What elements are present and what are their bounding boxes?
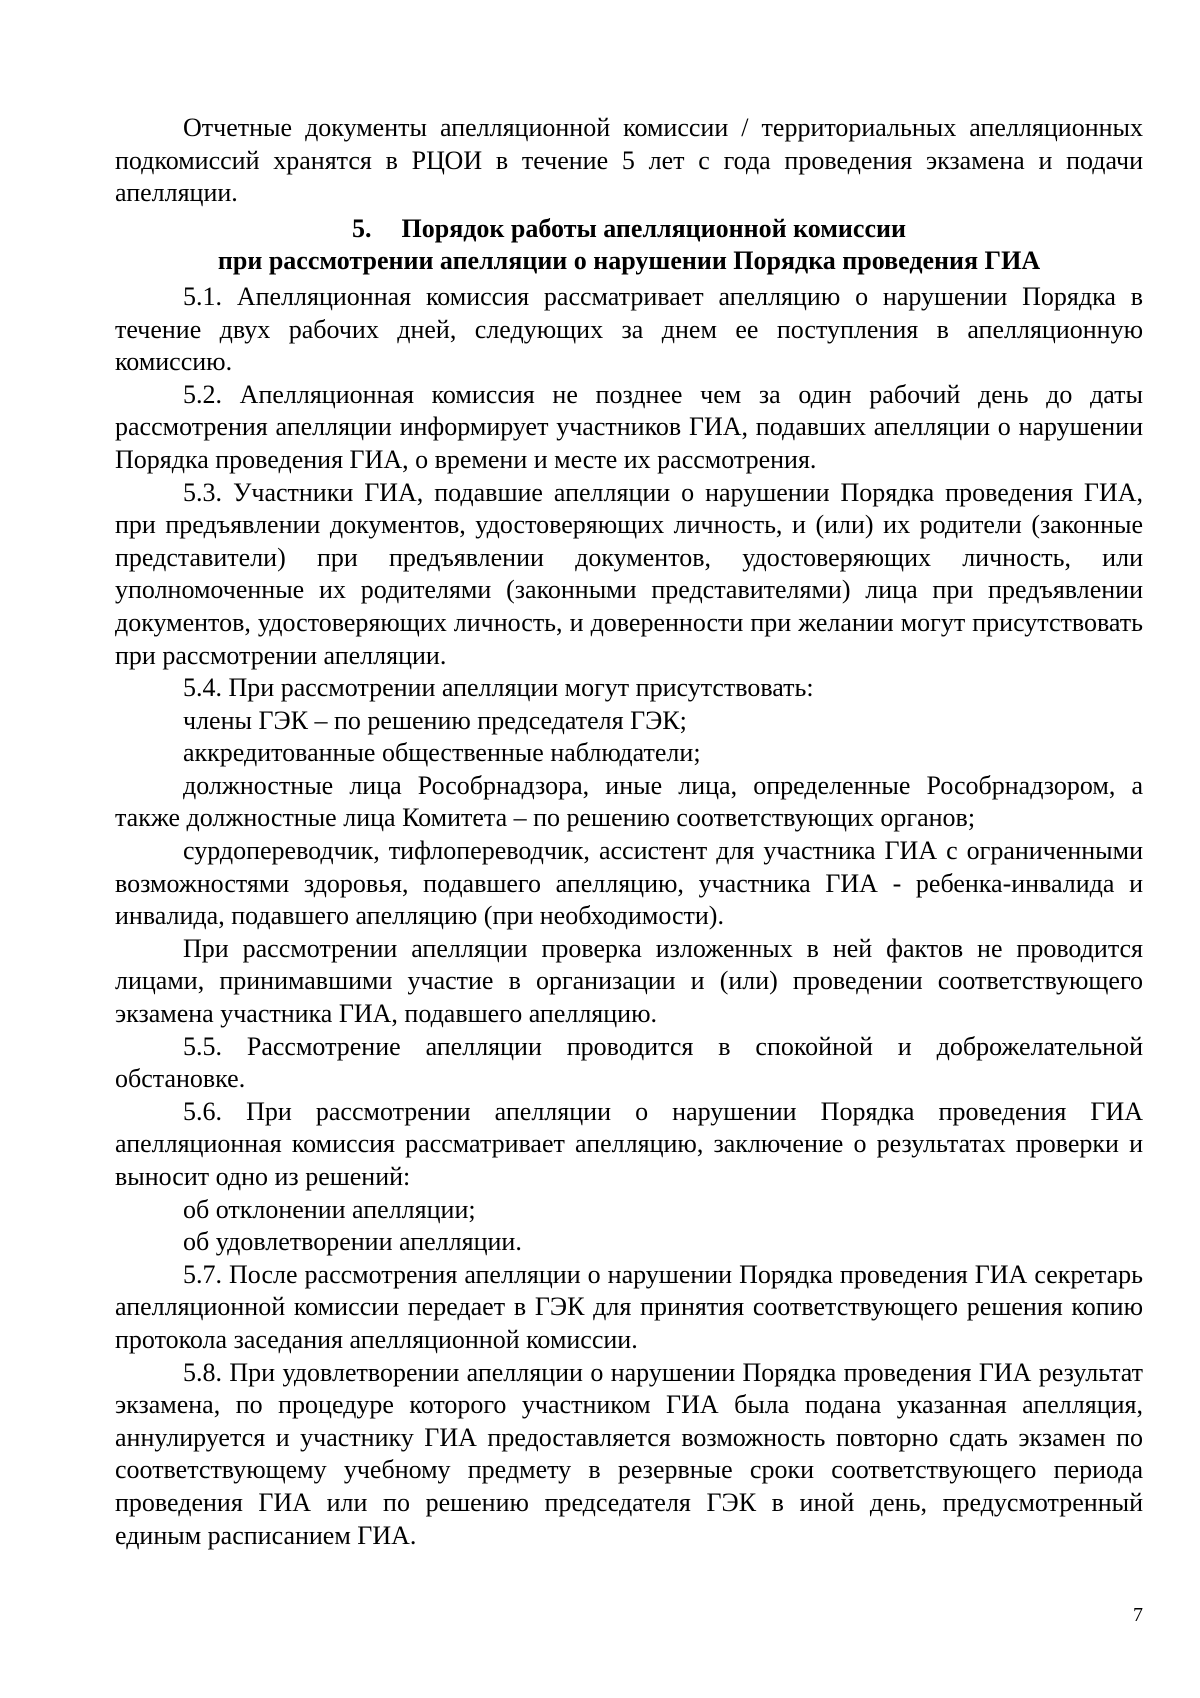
page-number: 7 [1133, 1604, 1143, 1626]
clause-5-4-item: члены ГЭК – по решению председателя ГЭК; [183, 705, 687, 735]
clause-5-7: 5.7. После рассмотрения апелляции о нарушении Порядка проведения ГИА секретарь апелляционной комиссии передает в ГЭК для принятия соответствующего решения копию протокола заседания апелляционной комиссии. [115, 1259, 1143, 1354]
clause-5-5: 5.5. Рассмотрение апелляции проводится в спокойной и доброжелательной обстановке. [115, 1031, 1143, 1094]
section-number: 5. [352, 213, 372, 243]
clause-5-6-item: об удовлетворении апелляции. [183, 1227, 522, 1257]
section-heading-line-1 [115, 213, 1143, 246]
intro-paragraph: Отчетные документы апелляционной комиссии / территориальных апелляционных подкомиссий хранятся в РЦОИ в течение 5 лет с года проведения экзамена и подачи апелляции. [115, 113, 1143, 208]
clause-5-1: 5.1. Апелляционная комиссия рассматривает апелляцию о нарушении Порядка в течение двух рабочих дней, следующих за днем ее поступления в апелляционную комиссию. [115, 281, 1143, 377]
clause-5-4-item: сурдопереводчик, тифлопереводчик, ассистент для участника ГИА с ограниченными возможностями здоровья, подавшего апелляцию, участника ГИА - ребенка-инвалида и инвалида, подавшего апелляцию (при необходимости). [115, 836, 1143, 931]
clause-5-4: 5.4. При рассмотрении апелляции могут присутствовать: [183, 673, 814, 703]
clause-5-4-item: должностные лица Рособрнадзора, иные лица, определенные Рособрнадзором, а также должностные лица Комитета – по решению соответствующих органов; [115, 770, 1143, 833]
clause-5-6: 5.6. При рассмотрении апелляции о нарушении Порядка проведения ГИА апелляционная комиссия рассматривает апелляцию, заключение о результатах проверки и выносит одно из решений: [115, 1096, 1143, 1191]
clause-5-6-item: об отклонении апелляции; [183, 1194, 476, 1224]
clause-5-4-note: При рассмотрении апелляции проверка изложенных в ней фактов не проводится лицами, принимавшими участие в организации и (или) проведении соответствующего экзамена участника ГИА, подавшего апелляцию. [115, 933, 1143, 1029]
clause-5-4-item: аккредитованные общественные наблюдатели; [183, 738, 701, 768]
section-heading [115, 210, 1143, 281]
clause-5-3: 5.3. Участники ГИА, подавшие апелляции о нарушении Порядка проведения ГИА, при предъявлении документов, удостоверяющих личность, и (или) их родители (законные представители) при предъявлении документов, удостоверяющих личность, или уполномоченные их родителями (законными представителями) лица при предъявлении документов, удостоверяющих личность, и доверенности при желании могут присутствовать при рассмотрении апелляции. [115, 477, 1143, 670]
section-title-line-2: при рассмотрении апелляции о нарушении Порядка проведения ГИА [217, 246, 1041, 276]
clause-5-8: 5.8. При удовлетворении апелляции о нарушении Порядка проведения ГИА результат экзамена, по процедуре которого участником ГИА была подана указанная апелляция, аннулируется и участнику ГИА предоставляется возможность повторно сдать экзамен по соответствующему учебному предмету в резервные сроки соответствующего периода проведения ГИА или по решению председателя ГЭК в иной день, предусмотренный единым расписанием ГИА. [115, 1357, 1143, 1550]
section-title-line-1: Порядок работы апелляционной комиссии [401, 213, 906, 243]
clause-5-2: 5.2. Апелляционная комиссия не позднее чем за один рабочий день до даты рассмотрения апелляции информирует участников ГИА, подавших апелляции о нарушении Порядка проведения ГИА, о времени и месте их рассмотрения. [115, 379, 1143, 474]
